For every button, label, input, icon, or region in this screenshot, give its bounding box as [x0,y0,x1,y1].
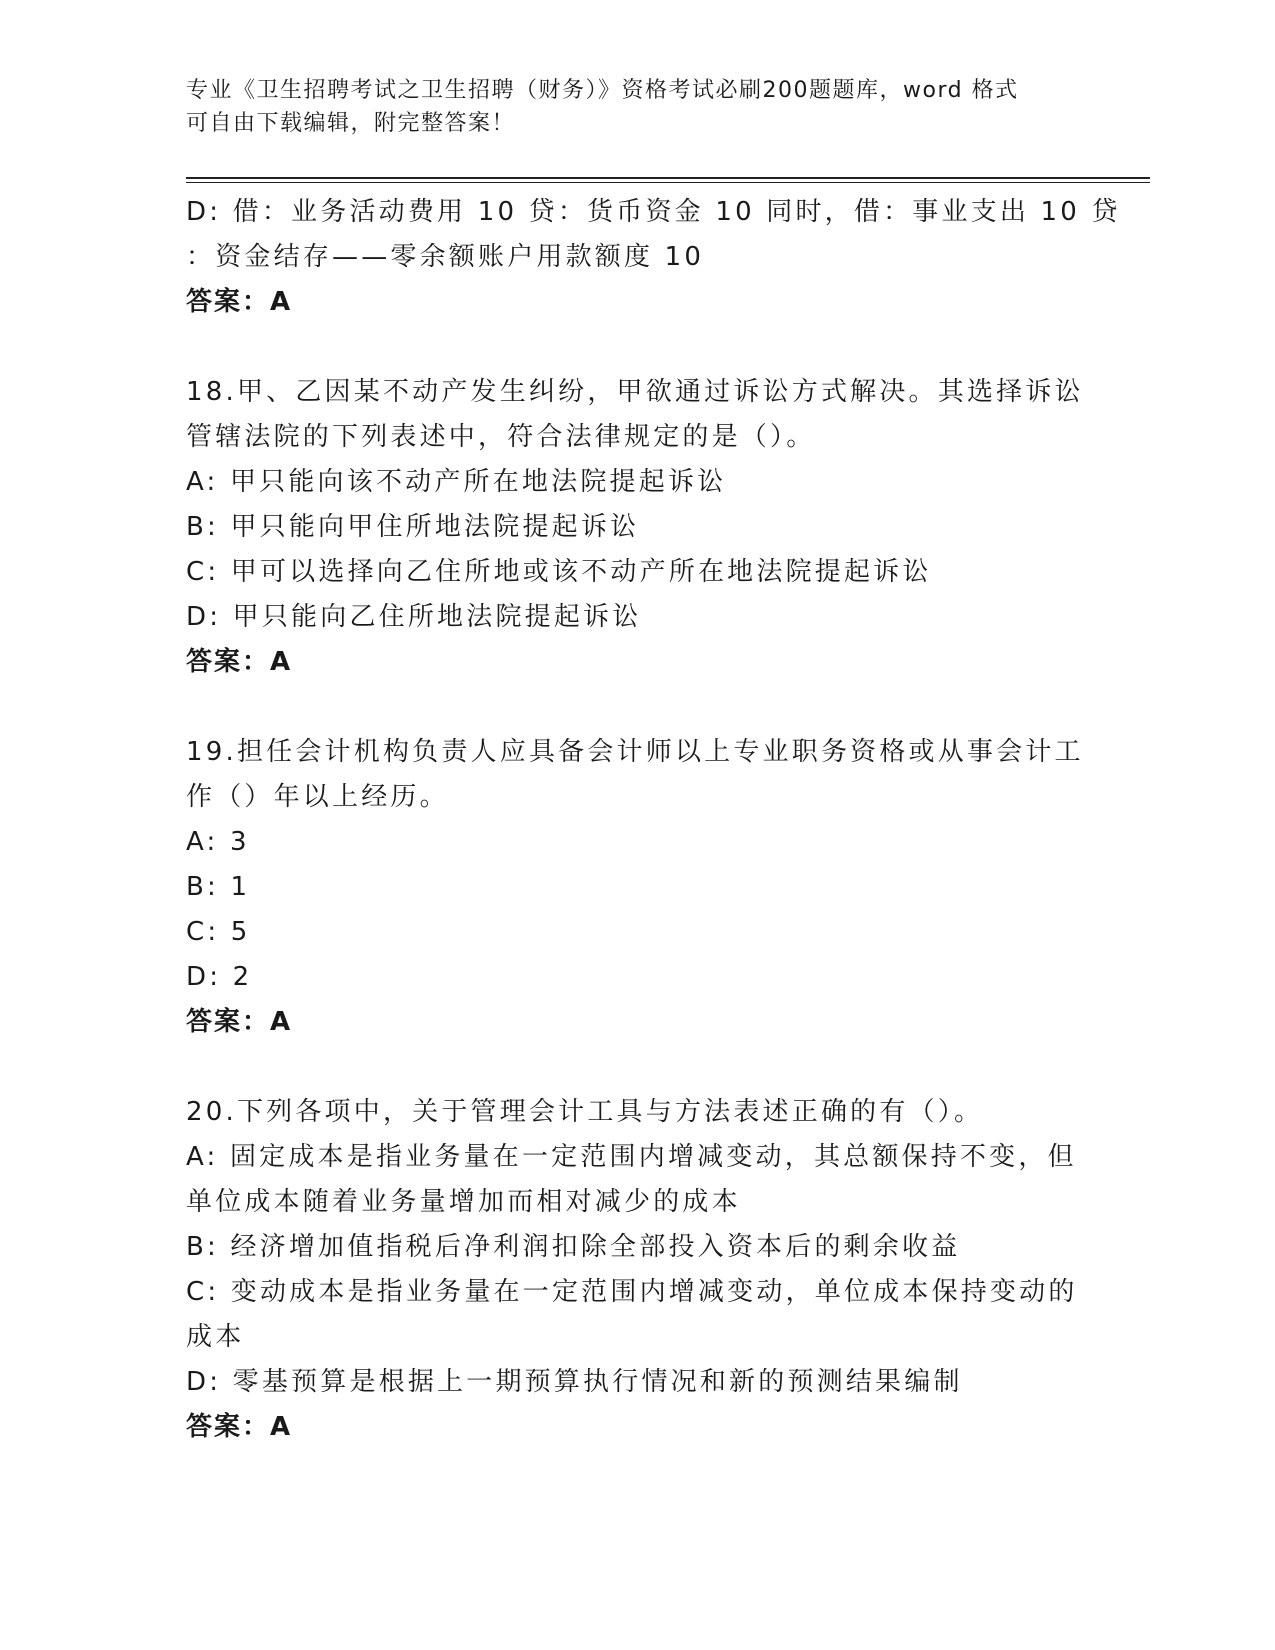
question-stem: 19.担任会计机构负责人应具备会计师以上专业职务资格或从事会计工 [186,737,1084,767]
question-stem-continued: 管辖法院的下列表述中，符合法律规定的是（）。 [186,422,816,452]
question-20 [186,1090,1086,1450]
option-a-continued: 单位成本随着业务量增加而相对减少的成本 [186,1187,741,1217]
option-b: B: 1 [186,872,251,902]
question-18 [186,370,1086,685]
answer-line: 答案：A [186,647,293,677]
question-stem: 18.甲、乙因某不动产发生纠纷，甲欲通过诉讼方式解决。其选择诉讼 [186,377,1084,407]
option-b: B: 经济增加值指税后净利润扣除全部投入资本后的剩余收益 [186,1232,961,1262]
header-rule-thin [186,182,1150,183]
option-d-line: D: 借：业务活动费用 10 贷：货币资金 10 同时，借：事业支出 10 贷 [186,197,1121,227]
option-a: A: 甲只能向该不动产所在地法院提起诉讼 [186,467,727,497]
header-rule-thick [186,177,1150,179]
answer-line: 答案：A [186,287,293,317]
option-d: D: 甲只能向乙住所地法院提起诉讼 [186,602,642,632]
option-d: D: 2 [186,962,253,992]
header-line-2: 可自由下载编辑，附完整答案！ [186,111,516,136]
previous-question-tail [186,190,1121,325]
document-header [186,74,1086,140]
question-spacer [186,1045,1086,1090]
question-stem: 20.下列各项中，关于管理会计工具与方法表述正确的有（）。 [186,1097,984,1127]
option-b: B: 甲只能向甲住所地法院提起诉讼 [186,512,640,542]
answer-line: 答案：A [186,1412,293,1442]
option-d-line-continued: ：资金结存——零余额账户用款额度 10 [186,242,705,272]
question-content [186,190,1121,1450]
option-c: C: 甲可以选择向乙住所地或该不动产所在地法院提起诉讼 [186,557,932,587]
question-spacer [186,325,1086,370]
option-a: A: 3 [186,827,250,857]
option-c-continued: 成本 [186,1322,245,1352]
question-19 [186,730,1086,1045]
question-stem-continued: 作（）年以上经历。 [186,782,449,812]
option-c: C: 5 [186,917,251,947]
option-d: D: 零基预算是根据上一期预算执行情况和新的预测结果编制 [186,1367,963,1397]
option-a: A: 固定成本是指业务量在一定范围内增减变动，其总额保持不变，但 [186,1142,1077,1172]
answer-line: 答案：A [186,1007,293,1037]
header-line-1: 专业《卫生招聘考试之卫生招聘（财务）》资格考试必刷200题题库，word 格式 [186,78,1019,103]
option-c: C: 变动成本是指业务量在一定范围内增减变动，单位成本保持变动的 [186,1277,1078,1307]
question-spacer [186,685,1086,730]
